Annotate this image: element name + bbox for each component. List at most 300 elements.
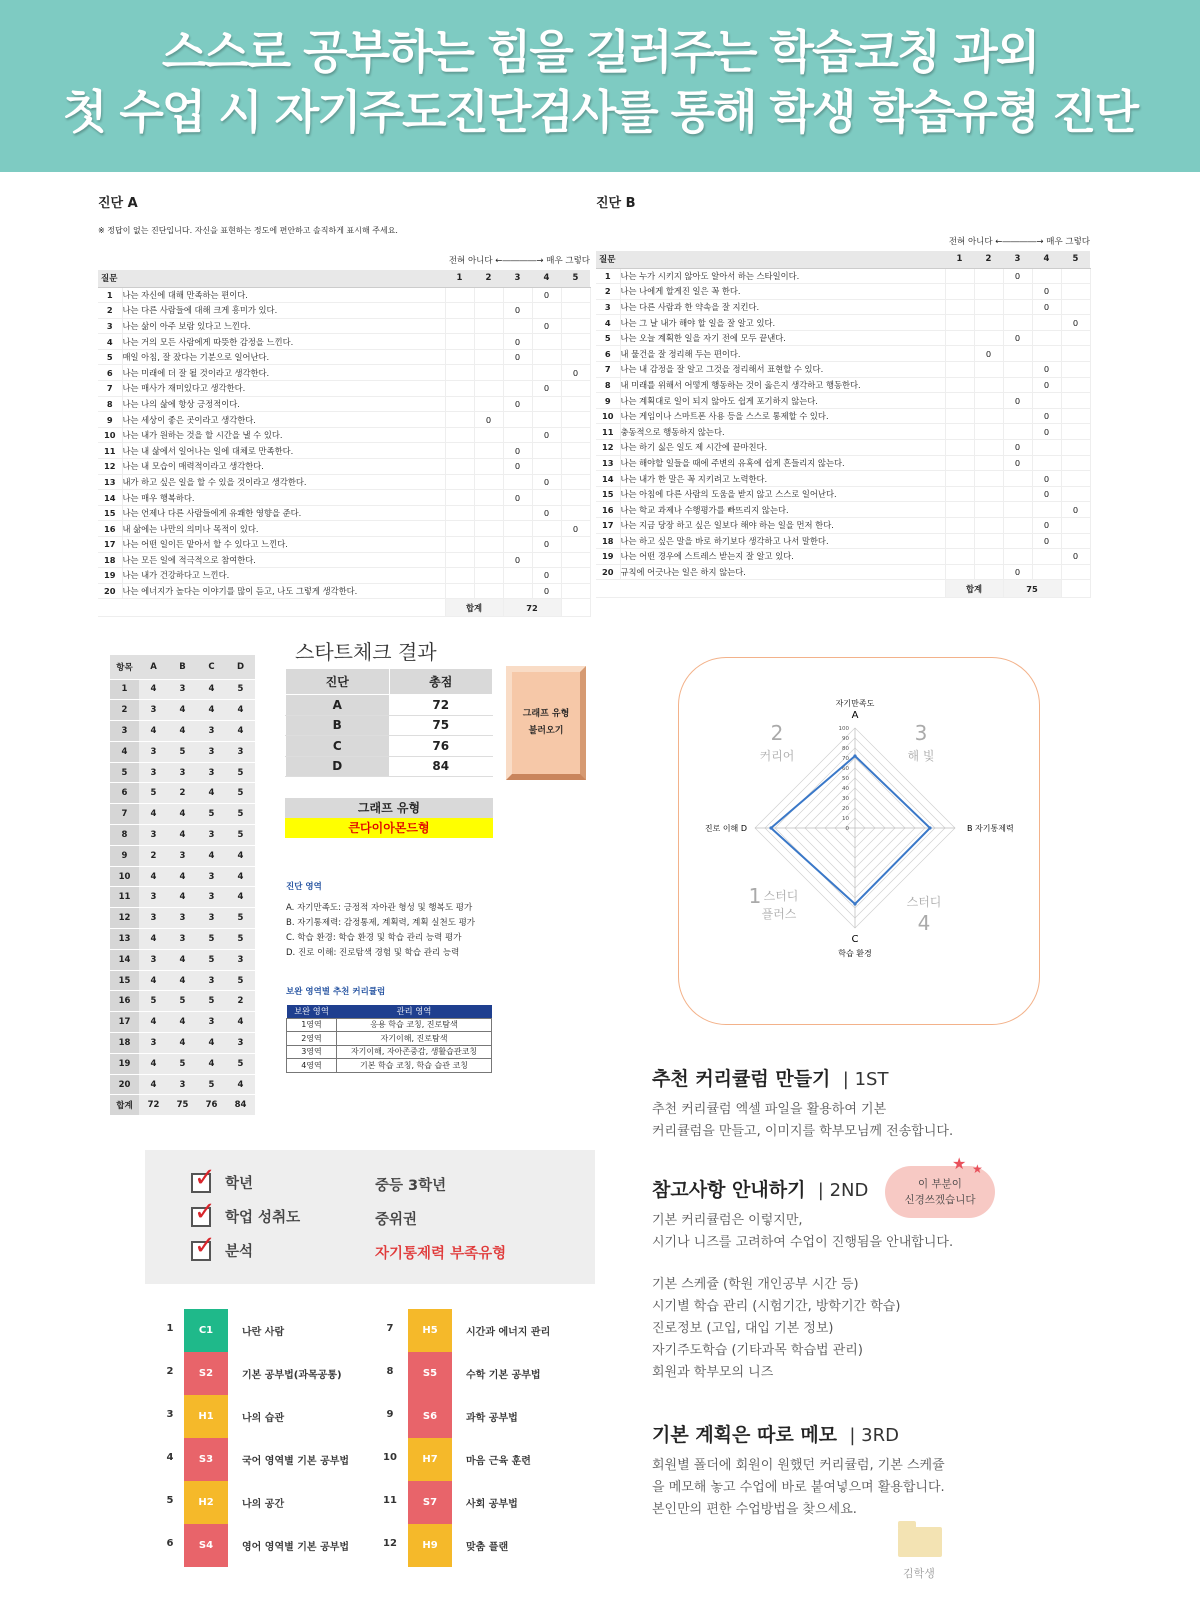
answer-cell[interactable] (974, 440, 1003, 456)
answer-cell[interactable] (1003, 424, 1032, 440)
grid-cell: 3 (168, 929, 197, 950)
answer-cell[interactable] (1032, 346, 1061, 362)
answer-cell[interactable]: 0 (532, 427, 561, 443)
answer-cell[interactable] (445, 396, 474, 412)
curriculum-number: 3 (166, 1409, 174, 1420)
answer-cell[interactable] (532, 349, 561, 365)
answer-cell[interactable] (1032, 315, 1061, 331)
answer-cell[interactable] (445, 568, 474, 584)
answer-cell[interactable] (561, 381, 590, 397)
graph-type-label: 그래프 유형 (285, 798, 493, 818)
answer-cell[interactable] (503, 568, 532, 584)
answer-cell[interactable]: 0 (1003, 455, 1032, 471)
answer-cell[interactable]: 0 (503, 490, 532, 506)
score-row (286, 756, 493, 777)
grid-cell: 5 (168, 741, 197, 762)
grid-cell: 3 (168, 679, 197, 700)
answer-cell[interactable] (974, 502, 1003, 518)
answer-cell[interactable]: 0 (1003, 440, 1032, 456)
answer-cell[interactable] (503, 412, 532, 428)
answer-cell[interactable] (561, 505, 590, 521)
section-2-order: 2ND (829, 1180, 869, 1201)
answer-cell[interactable] (1003, 502, 1032, 518)
answer-cell[interactable] (945, 471, 974, 487)
load-graph-type-button[interactable] (506, 666, 586, 780)
answer-cell[interactable] (945, 549, 974, 565)
rec-management: 기본 학습 코칭, 학습 습관 코칭 (337, 1059, 492, 1073)
answer-cell[interactable] (945, 564, 974, 580)
answer-cell[interactable]: 0 (1061, 549, 1090, 565)
total-label: 합계 (945, 580, 1003, 598)
curriculum-label: 국어 영역별 기본 공부법 (242, 1456, 350, 1467)
curriculum-code-badge: H5 (408, 1309, 452, 1352)
grid-cell: 18 (110, 1033, 139, 1054)
answer-cell[interactable] (474, 287, 503, 303)
answer-cell[interactable]: 0 (532, 381, 561, 397)
answer-cell[interactable] (474, 396, 503, 412)
score-diagnosis: A (286, 695, 390, 716)
answer-cell[interactable] (474, 521, 503, 537)
answer-cell[interactable] (561, 349, 590, 365)
answer-cell[interactable] (445, 459, 474, 475)
answer-cell[interactable] (1061, 564, 1090, 580)
diagnosis-a-panel (98, 192, 590, 617)
answer-cell[interactable] (945, 486, 974, 502)
answer-cell[interactable] (561, 318, 590, 334)
radar-data-point (928, 826, 931, 829)
table-row (98, 490, 590, 506)
answer-cell[interactable] (974, 330, 1003, 346)
answer-cell[interactable] (561, 552, 590, 568)
answer-cell[interactable] (503, 583, 532, 599)
answer-cell[interactable] (945, 455, 974, 471)
answer-cell[interactable] (945, 502, 974, 518)
grid-cell: 4 (110, 741, 139, 762)
answer-cell[interactable] (532, 303, 561, 319)
answer-cell[interactable]: 0 (503, 552, 532, 568)
answer-cell[interactable] (1061, 346, 1090, 362)
question-number: 18 (98, 552, 122, 568)
answer-cell[interactable] (974, 408, 1003, 424)
answer-cell[interactable] (561, 427, 590, 443)
answer-cell[interactable] (503, 427, 532, 443)
score-diagnosis: B (286, 715, 390, 736)
answer-cell[interactable] (445, 521, 474, 537)
answer-cell[interactable] (474, 334, 503, 350)
answer-cell[interactable] (974, 268, 1003, 284)
table-row (596, 564, 1090, 580)
answer-cell[interactable]: 0 (532, 568, 561, 584)
answer-cell[interactable]: 0 (561, 521, 590, 537)
section-2-list-item: 시기별 학습 관리 (시험기간, 방학기간 학습) (652, 1299, 901, 1314)
grid-cell: 3 (139, 762, 168, 783)
answer-cell[interactable] (474, 318, 503, 334)
answer-cell[interactable]: 0 (532, 583, 561, 599)
answer-cell[interactable]: 0 (1003, 564, 1032, 580)
answer-cell[interactable] (1003, 346, 1032, 362)
answer-cell[interactable]: 0 (503, 303, 532, 319)
answer-cell[interactable] (561, 412, 590, 428)
answer-cell[interactable] (1032, 268, 1061, 284)
answer-cell[interactable] (445, 537, 474, 553)
answer-cell[interactable] (1061, 518, 1090, 534)
answer-cell[interactable] (974, 518, 1003, 534)
answer-cell[interactable] (474, 474, 503, 490)
curriculum-code-badge: H9 (408, 1524, 452, 1567)
answer-cell[interactable] (474, 583, 503, 599)
answer-cell[interactable] (1003, 518, 1032, 534)
curriculum-label: 사회 공부법 (466, 1499, 518, 1510)
column-header-question: 질문 (98, 270, 445, 287)
start-check-score-table (285, 668, 493, 777)
answer-cell[interactable] (561, 474, 590, 490)
answer-cell[interactable]: 0 (532, 474, 561, 490)
answer-cell[interactable] (945, 315, 974, 331)
answer-cell[interactable] (1061, 424, 1090, 440)
grid-cell: 4 (197, 783, 226, 804)
table-row (98, 474, 590, 490)
diagnosis-a-table (98, 270, 591, 617)
answer-cell[interactable] (974, 393, 1003, 409)
answer-cell[interactable] (1061, 362, 1090, 378)
question-text: 내가 하고 싶은 일을 할 수 있을 것이라고 생각한다. (122, 474, 445, 490)
answer-cell[interactable] (474, 568, 503, 584)
area-item-d: D. 진로 이해: 진로탐색 경험 및 학습 관리 능력 (286, 948, 460, 958)
grid-cell: 5 (226, 762, 255, 783)
table-row (596, 424, 1090, 440)
question-text: 나는 게임이나 스마트폰 사용 등을 스스로 통제할 수 있다. (620, 408, 945, 424)
answer-cell[interactable] (503, 537, 532, 553)
answer-cell[interactable] (1061, 486, 1090, 502)
answer-cell[interactable] (945, 346, 974, 362)
answer-cell[interactable] (474, 365, 503, 381)
answer-cell[interactable] (445, 349, 474, 365)
curriculum-item (160, 1481, 360, 1524)
answer-cell[interactable]: 0 (1032, 486, 1061, 502)
answer-cell[interactable] (1003, 377, 1032, 393)
answer-cell[interactable] (561, 396, 590, 412)
answer-cell[interactable]: 0 (503, 459, 532, 475)
answer-cell[interactable] (532, 459, 561, 475)
answer-cell[interactable] (1061, 393, 1090, 409)
answer-cell[interactable] (1061, 455, 1090, 471)
answer-cell[interactable] (532, 396, 561, 412)
grid-cell: 4 (226, 845, 255, 866)
answer-cell[interactable] (445, 381, 474, 397)
grid-cell: 3 (197, 741, 226, 762)
answer-cell[interactable] (974, 315, 1003, 331)
answer-cell[interactable] (945, 330, 974, 346)
answer-cell[interactable] (945, 533, 974, 549)
answer-cell[interactable] (503, 287, 532, 303)
table-row (596, 502, 1090, 518)
answer-cell[interactable] (445, 427, 474, 443)
question-text: 나는 해야할 일들을 때에 주변의 유혹에 쉽게 흔들리지 않는다. (620, 455, 945, 471)
answer-cell[interactable] (561, 443, 590, 459)
answer-cell[interactable] (1061, 408, 1090, 424)
answer-cell[interactable] (561, 287, 590, 303)
grid-cell: 4 (139, 679, 168, 700)
answer-cell[interactable] (1003, 299, 1032, 315)
answer-cell[interactable] (532, 443, 561, 459)
answer-cell[interactable] (532, 365, 561, 381)
grid-header-cell: D (226, 655, 255, 679)
grid-cell: 20 (110, 1074, 139, 1095)
answer-cell[interactable] (503, 318, 532, 334)
load-graph-button-line-2: 불러오기 (528, 726, 564, 736)
answer-cell[interactable] (445, 552, 474, 568)
answer-cell[interactable]: 0 (532, 537, 561, 553)
grid-cell: 76 (197, 1095, 226, 1116)
answer-cell[interactable] (445, 287, 474, 303)
answer-cell[interactable] (1061, 284, 1090, 300)
answer-cell[interactable] (445, 490, 474, 506)
answer-cell[interactable] (1032, 564, 1061, 580)
answer-cell[interactable] (1061, 471, 1090, 487)
answer-cell[interactable] (974, 299, 1003, 315)
answer-cell[interactable] (1003, 549, 1032, 565)
answer-cell[interactable] (1032, 502, 1061, 518)
answer-cell[interactable] (474, 303, 503, 319)
answer-cell[interactable]: 0 (974, 346, 1003, 362)
answer-cell[interactable] (1061, 330, 1090, 346)
answer-cell[interactable] (945, 424, 974, 440)
answer-cell[interactable] (445, 303, 474, 319)
answer-cell[interactable] (1032, 549, 1061, 565)
question-text: 나는 매사가 재미있다고 생각한다. (122, 381, 445, 397)
answer-cell[interactable] (474, 381, 503, 397)
grid-cell: 5 (197, 949, 226, 970)
answer-cell[interactable] (1003, 284, 1032, 300)
answer-cell[interactable] (561, 459, 590, 475)
answer-cell[interactable]: 0 (1003, 268, 1032, 284)
grid-cell: 4 (139, 970, 168, 991)
radar-axis-label-d: 진로 이해 D (704, 824, 747, 833)
grid-cell: 3 (197, 825, 226, 846)
answer-cell[interactable] (1003, 408, 1032, 424)
answer-cell[interactable] (445, 318, 474, 334)
student-info-panel (145, 1150, 595, 1284)
answer-cell[interactable]: 0 (503, 396, 532, 412)
answer-cell[interactable] (974, 377, 1003, 393)
answer-cell[interactable] (945, 299, 974, 315)
answer-cell[interactable] (561, 583, 590, 599)
answer-cell[interactable]: 0 (1032, 362, 1061, 378)
answer-cell[interactable]: 0 (1003, 330, 1032, 346)
answer-cell[interactable] (1003, 362, 1032, 378)
answer-cell[interactable] (974, 486, 1003, 502)
radar-data-point (853, 754, 856, 757)
quadrant-name: 해 빛 (907, 749, 935, 763)
answer-cell[interactable] (974, 564, 1003, 580)
grid-cell: 3 (197, 866, 226, 887)
curriculum-code-badge: H7 (408, 1438, 452, 1481)
answer-cell[interactable]: 0 (1061, 315, 1090, 331)
answer-cell[interactable] (1003, 315, 1032, 331)
answer-cell[interactable] (945, 377, 974, 393)
answer-cell[interactable]: 0 (1003, 393, 1032, 409)
load-graph-button-line-1: 그래프 유형 (522, 709, 570, 719)
answer-cell[interactable] (561, 303, 590, 319)
answer-cell[interactable] (561, 568, 590, 584)
answer-cell[interactable] (1032, 393, 1061, 409)
answer-cell[interactable] (1061, 299, 1090, 315)
answer-cell[interactable] (474, 490, 503, 506)
grid-cell: 4 (168, 1033, 197, 1054)
answer-cell[interactable] (1061, 440, 1090, 456)
table-header-row (98, 270, 590, 287)
answer-cell[interactable] (945, 408, 974, 424)
question-number: 15 (596, 486, 620, 502)
question-number: 19 (98, 568, 122, 584)
answer-cell[interactable] (532, 490, 561, 506)
answer-cell[interactable] (974, 471, 1003, 487)
answer-cell[interactable]: 0 (503, 443, 532, 459)
grid-row (110, 991, 255, 1012)
answer-cell[interactable]: 0 (532, 287, 561, 303)
answer-cell[interactable] (974, 455, 1003, 471)
answer-cell[interactable]: 0 (503, 334, 532, 350)
answer-cell[interactable] (532, 334, 561, 350)
radar-tick-label: 20 (842, 806, 849, 812)
grid-cell: 6 (110, 783, 139, 804)
answer-cell[interactable] (445, 474, 474, 490)
curriculum-number: 10 (383, 1452, 397, 1463)
radar-tick-label: 0 (845, 826, 849, 832)
answer-cell[interactable] (945, 518, 974, 534)
answer-cell[interactable] (561, 334, 590, 350)
answer-cell[interactable] (474, 427, 503, 443)
answer-cell[interactable] (1032, 330, 1061, 346)
answer-cell[interactable] (1061, 533, 1090, 549)
answer-cell[interactable]: 0 (1032, 471, 1061, 487)
answer-cell[interactable] (945, 268, 974, 284)
answer-cell[interactable]: 0 (1032, 377, 1061, 393)
answer-cell[interactable]: 0 (1032, 518, 1061, 534)
answer-cell[interactable] (503, 381, 532, 397)
section-1-body (652, 1099, 1172, 1143)
answer-cell[interactable] (945, 284, 974, 300)
grid-cell: 3 (168, 762, 197, 783)
answer-cell[interactable]: 0 (1032, 408, 1061, 424)
answer-cell[interactable] (474, 505, 503, 521)
table-row (98, 396, 590, 412)
answer-cell[interactable] (503, 505, 532, 521)
answer-cell[interactable] (1003, 471, 1032, 487)
answer-cell[interactable] (503, 365, 532, 381)
curriculum-code-badge: S7 (408, 1481, 452, 1524)
answer-cell[interactable] (445, 412, 474, 428)
grid-cell: 합계 (110, 1095, 139, 1116)
answer-cell[interactable] (474, 349, 503, 365)
answer-cell[interactable] (974, 424, 1003, 440)
table-row (596, 330, 1090, 346)
question-number: 13 (596, 455, 620, 471)
answer-cell[interactable] (1061, 377, 1090, 393)
answer-cell[interactable] (503, 474, 532, 490)
answer-cell[interactable]: 0 (1032, 299, 1061, 315)
grid-cell: 3 (139, 887, 168, 908)
answer-cell[interactable]: 0 (1032, 424, 1061, 440)
section-2-list-item: 진로정보 (고입, 대입 기본 정보) (652, 1321, 834, 1336)
answer-cell[interactable] (561, 537, 590, 553)
grid-cell: 7 (110, 804, 139, 825)
curriculum-item (160, 1309, 360, 1352)
answer-cell[interactable] (474, 459, 503, 475)
answer-cell[interactable] (445, 365, 474, 381)
answer-cell[interactable]: 0 (474, 412, 503, 428)
answer-cell[interactable]: 0 (1032, 284, 1061, 300)
answer-cell[interactable] (1061, 268, 1090, 284)
item-score-grid (110, 655, 255, 1116)
answer-cell[interactable] (974, 362, 1003, 378)
grid-header-cell: A (139, 655, 168, 679)
question-number: 4 (98, 334, 122, 350)
answer-cell[interactable] (945, 440, 974, 456)
curriculum-number: 6 (166, 1538, 174, 1549)
answer-cell[interactable]: 0 (1032, 533, 1061, 549)
answer-cell[interactable] (945, 362, 974, 378)
question-number: 11 (596, 424, 620, 440)
table-row (596, 377, 1090, 393)
answer-cell[interactable] (474, 443, 503, 459)
grid-cell: 2 (110, 700, 139, 721)
grid-row (110, 845, 255, 866)
answer-cell[interactable] (532, 521, 561, 537)
answer-cell[interactable]: 0 (532, 505, 561, 521)
grid-row (110, 866, 255, 887)
curriculum-number: 2 (166, 1366, 174, 1377)
section-2-title: 참고사항 안내하기 | 2ND (652, 1179, 869, 1201)
question-text: 나는 다른 사람들에 대해 크게 흥미가 있다. (122, 303, 445, 319)
answer-cell[interactable] (561, 490, 590, 506)
question-number: 7 (98, 381, 122, 397)
answer-cell[interactable] (1032, 455, 1061, 471)
checkbox-icon (191, 1207, 211, 1227)
answer-cell[interactable] (532, 552, 561, 568)
question-text: 내 물건을 잘 정리해 두는 편이다. (620, 346, 945, 362)
answer-cell[interactable] (445, 334, 474, 350)
answer-cell[interactable]: 0 (532, 318, 561, 334)
answer-cell[interactable]: 0 (561, 365, 590, 381)
answer-cell[interactable] (945, 393, 974, 409)
answer-cell[interactable]: 0 (503, 349, 532, 365)
section-3-line-2: 을 메모해 놓고 수업에 바로 붙여넣으며 활용합니다. (652, 1480, 945, 1495)
answer-cell[interactable] (474, 537, 503, 553)
answer-cell[interactable] (445, 505, 474, 521)
answer-cell[interactable] (503, 521, 532, 537)
section-3-order: 3RD (861, 1425, 899, 1446)
answer-cell[interactable] (1003, 486, 1032, 502)
column-header-scale: 3 (503, 270, 532, 287)
answer-cell[interactable] (974, 549, 1003, 565)
grid-cell: 4 (139, 1012, 168, 1033)
curriculum-number: 4 (166, 1452, 174, 1463)
answer-cell[interactable]: 0 (1061, 502, 1090, 518)
answer-cell[interactable] (974, 533, 1003, 549)
grid-cell: 3 (110, 721, 139, 742)
answer-cell[interactable] (445, 583, 474, 599)
radar-tick-label: 70 (842, 756, 849, 762)
answer-cell[interactable] (445, 443, 474, 459)
answer-cell[interactable] (1003, 533, 1032, 549)
answer-cell[interactable] (1032, 440, 1061, 456)
answer-cell[interactable] (974, 284, 1003, 300)
grid-cell: 4 (139, 866, 168, 887)
question-number: 16 (98, 521, 122, 537)
answer-cell[interactable] (532, 412, 561, 428)
answer-cell[interactable] (474, 552, 503, 568)
